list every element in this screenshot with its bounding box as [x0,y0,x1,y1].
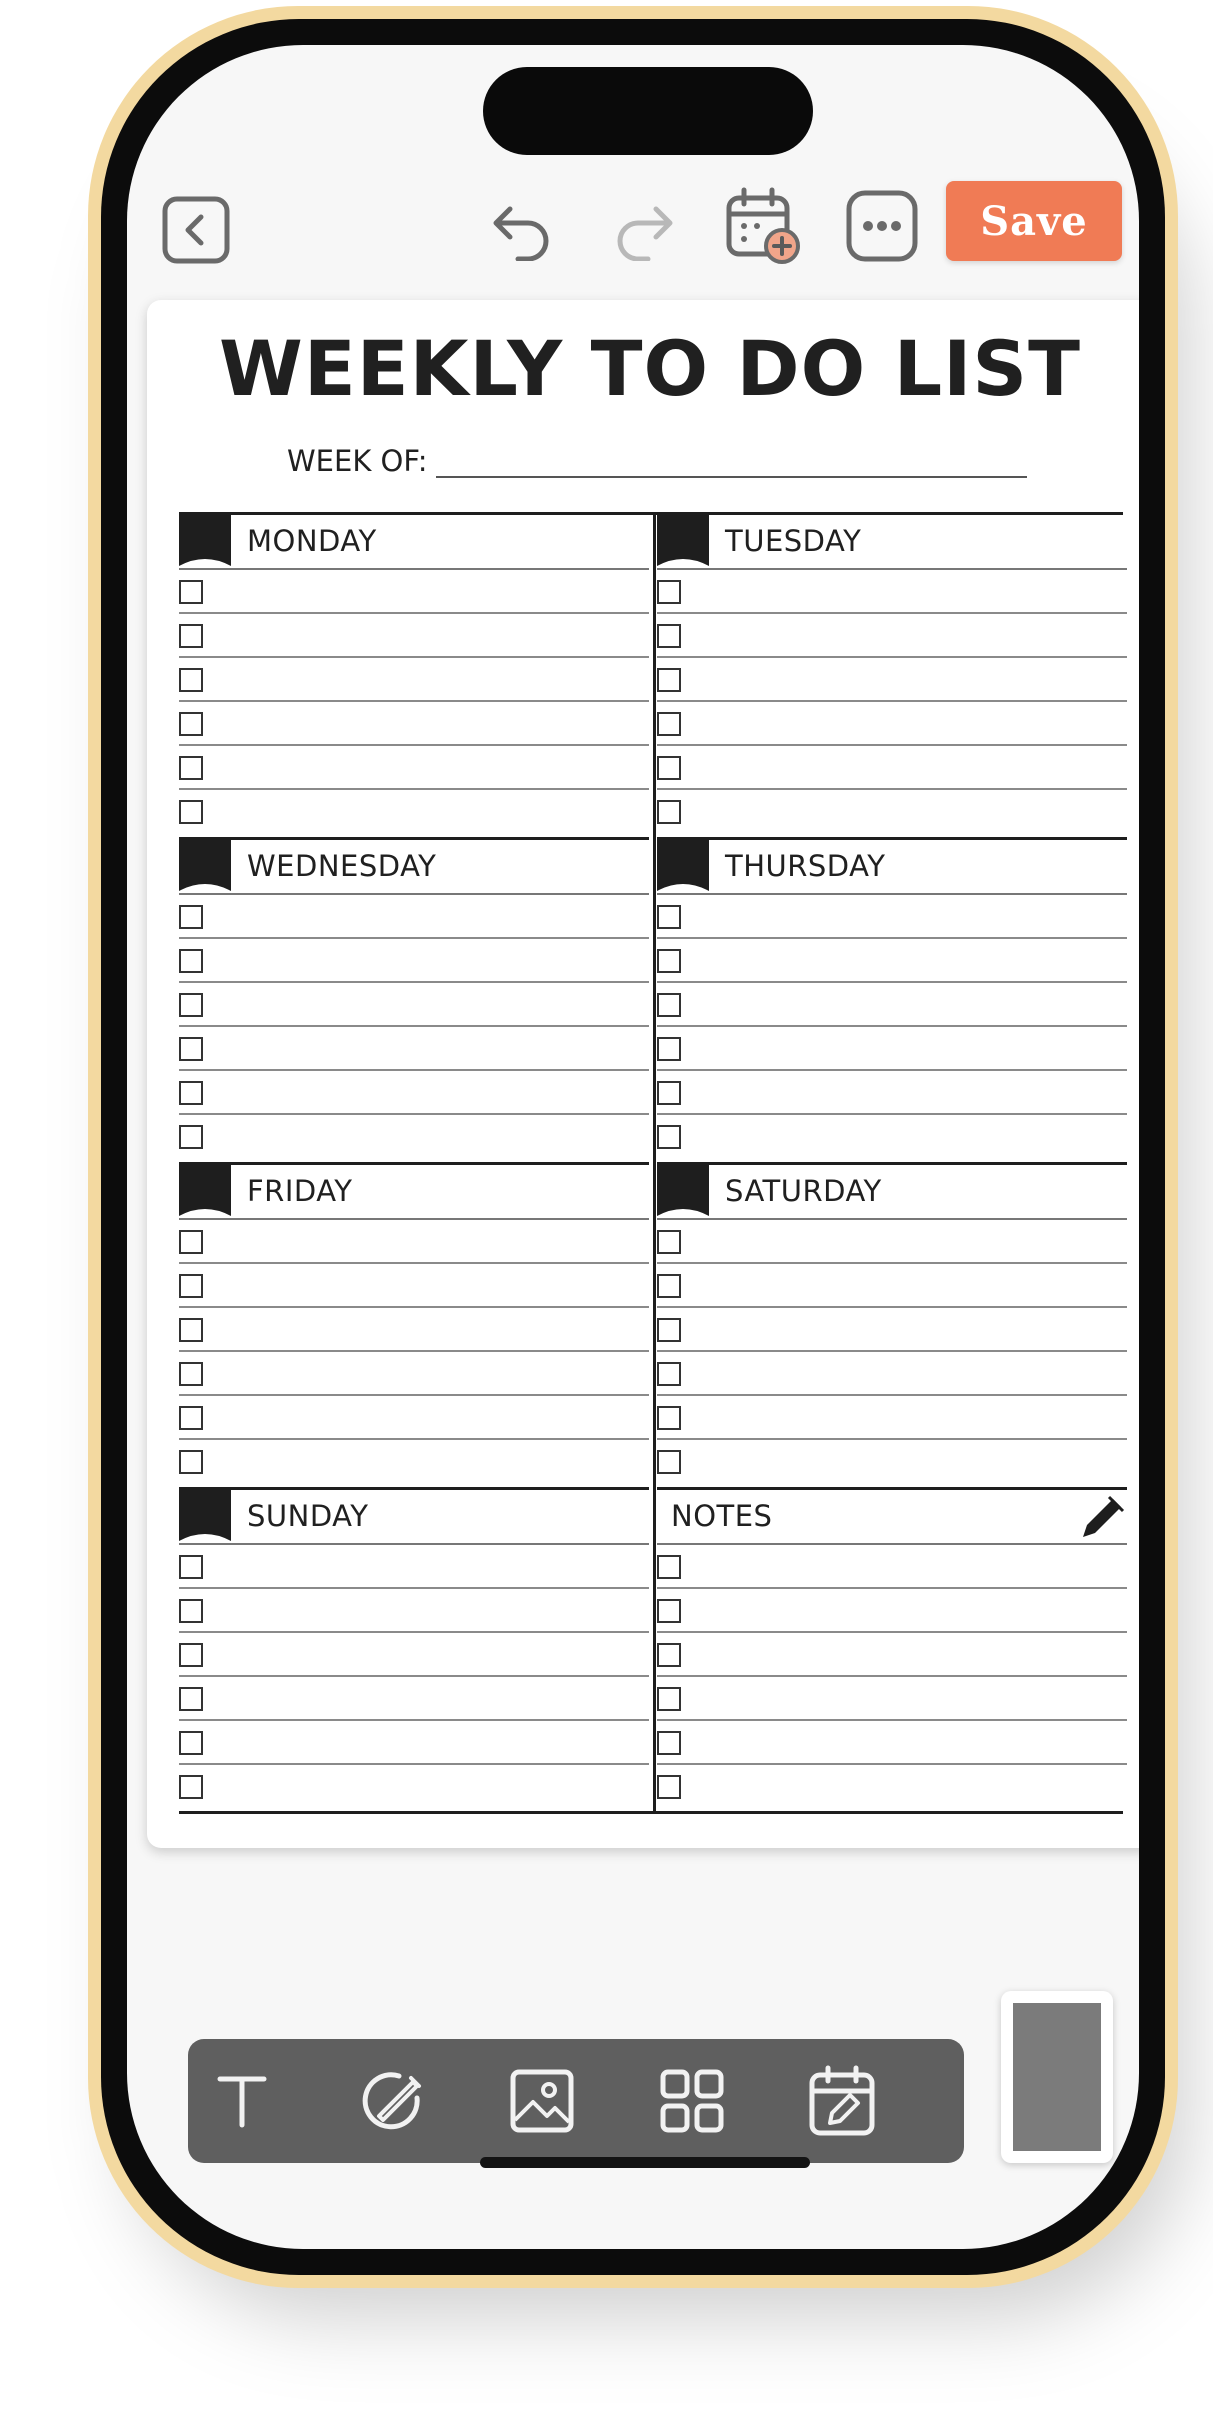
page-thumbnail-preview [1013,2003,1101,2151]
task-row[interactable] [657,1352,1127,1396]
section-header [179,837,649,895]
more-button[interactable] [845,189,919,263]
section-friday [179,1162,653,1487]
task-row[interactable] [179,570,649,614]
task-checkbox[interactable] [179,905,203,929]
task-checkbox[interactable] [179,580,203,604]
task-row[interactable] [179,1115,649,1159]
task-row[interactable] [179,1027,649,1071]
task-row[interactable] [179,1308,649,1352]
image-icon [509,2068,575,2134]
task-checkbox[interactable] [657,1081,681,1105]
task-row[interactable] [179,1677,649,1721]
task-row[interactable] [179,614,649,658]
back-icon [162,196,230,264]
calendar-edit-icon [808,2065,876,2137]
section-header [657,1162,1127,1220]
task-checkbox[interactable] [179,1318,203,1342]
task-checkbox[interactable] [179,1081,203,1105]
pen-icon [1079,1493,1125,1541]
task-row[interactable] [657,1115,1127,1159]
bookmark-flag-icon [657,837,709,893]
task-row[interactable] [657,702,1127,746]
section-label: TUESDAY [725,524,862,558]
section-tuesday [657,512,1123,837]
task-checkbox[interactable] [657,756,681,780]
task-checkbox[interactable] [179,1731,203,1755]
bookmark-flag-icon [179,1162,231,1218]
task-row[interactable] [657,1071,1127,1115]
section-wednesday [179,837,653,1162]
task-row[interactable] [179,1264,649,1308]
section-header [657,837,1127,895]
section-separator [657,837,1127,840]
section-separator [657,1162,1127,1165]
section-separator [657,1487,1127,1490]
task-row[interactable] [657,790,1127,834]
bookmark-flag-icon [657,512,709,568]
section-header [657,512,1127,570]
task-checkbox[interactable] [179,668,203,692]
section-label: THURSDAY [725,849,886,883]
task-row[interactable] [657,895,1127,939]
task-checkbox[interactable] [179,1406,203,1430]
grid-column-divider [653,512,656,1814]
planner-page[interactable] [147,300,1139,1848]
undo-icon [490,199,556,261]
dynamic-island [483,67,813,155]
task-checkbox[interactable] [657,624,681,648]
task-row[interactable] [657,939,1127,983]
back-button[interactable] [161,195,231,265]
task-row[interactable] [179,1071,649,1115]
section-header [657,1487,1127,1545]
section-label: SUNDAY [247,1499,369,1533]
task-row[interactable] [179,1765,649,1809]
task-checkbox[interactable] [179,1274,203,1298]
week-of-label: WEEK OF: [287,444,428,478]
task-checkbox[interactable] [657,1274,681,1298]
task-checkbox[interactable] [657,993,681,1017]
section-thursday [657,837,1123,1162]
task-checkbox[interactable] [179,993,203,1017]
section-label: WEDNESDAY [247,849,437,883]
task-checkbox[interactable] [179,800,203,824]
task-checkbox[interactable] [179,1687,203,1711]
calendar-add-icon [724,186,802,266]
task-row[interactable] [179,895,649,939]
section-label: MONDAY [247,524,377,558]
task-checkbox[interactable] [179,1450,203,1474]
task-checkbox[interactable] [179,756,203,780]
section-label: NOTES [671,1499,773,1533]
widgets-tool-button[interactable] [652,2061,732,2141]
task-checkbox[interactable] [657,1643,681,1667]
task-row[interactable] [179,1633,649,1677]
task-row[interactable] [179,1721,649,1765]
task-checkbox[interactable] [657,1599,681,1623]
task-checkbox[interactable] [657,1037,681,1061]
task-checkbox[interactable] [179,1037,203,1061]
task-row[interactable] [179,658,649,702]
task-row[interactable] [179,1352,649,1396]
task-checkbox[interactable] [179,949,203,973]
task-checkbox[interactable] [657,905,681,929]
task-row[interactable] [657,1721,1127,1765]
text-tool-button[interactable] [202,2061,282,2141]
task-row[interactable] [657,1396,1127,1440]
task-row[interactable] [657,1220,1127,1264]
text-icon [212,2071,272,2131]
task-row[interactable] [179,746,649,790]
task-checkbox[interactable] [657,1406,681,1430]
task-checkbox[interactable] [657,580,681,604]
task-checkbox[interactable] [657,1555,681,1579]
task-checkbox[interactable] [657,949,681,973]
undo-button[interactable] [487,195,559,265]
page-title: WEEKLY TO DO LIST [219,324,1081,413]
task-checkbox[interactable] [657,668,681,692]
bookmark-flag-icon [179,512,231,568]
task-row[interactable] [657,1264,1127,1308]
task-checkbox[interactable] [657,1230,681,1254]
task-row[interactable] [179,1589,649,1633]
add-calendar-button[interactable] [723,185,803,267]
section-separator [179,1162,649,1165]
redo-icon [610,199,676,261]
page-thumbnail[interactable] [1001,1991,1113,2163]
task-row[interactable] [657,1677,1127,1721]
task-row[interactable] [657,1440,1127,1484]
task-checkbox[interactable] [179,1643,203,1667]
task-row[interactable] [179,1220,649,1264]
task-row[interactable] [179,1545,649,1589]
task-row[interactable] [657,1027,1127,1071]
task-row[interactable] [657,658,1127,702]
section-separator [179,1487,649,1490]
section-notes [657,1487,1123,1812]
task-row[interactable] [657,1633,1127,1677]
section-header [179,1162,649,1220]
task-checkbox[interactable] [657,1318,681,1342]
section-header [179,1487,649,1545]
more-icon [846,190,918,262]
section-monday [179,512,653,837]
task-checkbox[interactable] [657,712,681,736]
bookmark-flag-icon [179,1487,231,1543]
section-sunday [179,1487,653,1812]
bookmark-flag-icon [179,837,231,893]
sticker-icon [359,2068,425,2134]
task-checkbox[interactable] [179,712,203,736]
redo-button[interactable] [607,195,679,265]
task-checkbox[interactable] [179,1599,203,1623]
calendar-edit-tool-button[interactable] [802,2061,882,2141]
task-checkbox[interactable] [657,1450,681,1474]
task-row[interactable] [657,983,1127,1027]
section-separator [179,837,649,840]
task-row[interactable] [657,1308,1127,1352]
task-row[interactable] [657,570,1127,614]
week-of-line[interactable] [436,444,1027,478]
task-checkbox[interactable] [657,800,681,824]
task-checkbox[interactable] [179,1775,203,1799]
task-row[interactable] [657,614,1127,658]
bookmark-flag-icon [657,1162,709,1218]
save-button[interactable]: Save [946,181,1122,261]
task-row[interactable] [179,790,649,834]
section-saturday [657,1162,1123,1487]
phone-screen [127,45,1139,2249]
task-checkbox[interactable] [657,1731,681,1755]
task-checkbox[interactable] [657,1362,681,1386]
home-indicator [480,2157,810,2168]
task-row[interactable] [179,702,649,746]
task-row[interactable] [657,1589,1127,1633]
task-checkbox[interactable] [179,1362,203,1386]
section-label: SATURDAY [725,1174,882,1208]
task-checkbox[interactable] [657,1687,681,1711]
week-of-field[interactable] [287,438,1027,478]
task-row[interactable] [657,1765,1127,1809]
task-row[interactable] [179,1396,649,1440]
task-row[interactable] [657,746,1127,790]
task-checkbox[interactable] [657,1775,681,1799]
task-checkbox[interactable] [179,1125,203,1149]
task-row[interactable] [179,983,649,1027]
widgets-icon [659,2068,725,2134]
tools-bar [188,2039,964,2163]
task-checkbox[interactable] [179,624,203,648]
task-row[interactable] [179,1440,649,1484]
section-header [179,512,649,570]
weekly-grid [179,512,1123,1814]
image-tool-button[interactable] [502,2061,582,2141]
sticker-tool-button[interactable] [352,2061,432,2141]
task-checkbox[interactable] [179,1555,203,1579]
task-checkbox[interactable] [179,1230,203,1254]
task-row[interactable] [179,939,649,983]
task-row[interactable] [657,1545,1127,1589]
task-checkbox[interactable] [657,1125,681,1149]
section-label: FRIDAY [247,1174,353,1208]
